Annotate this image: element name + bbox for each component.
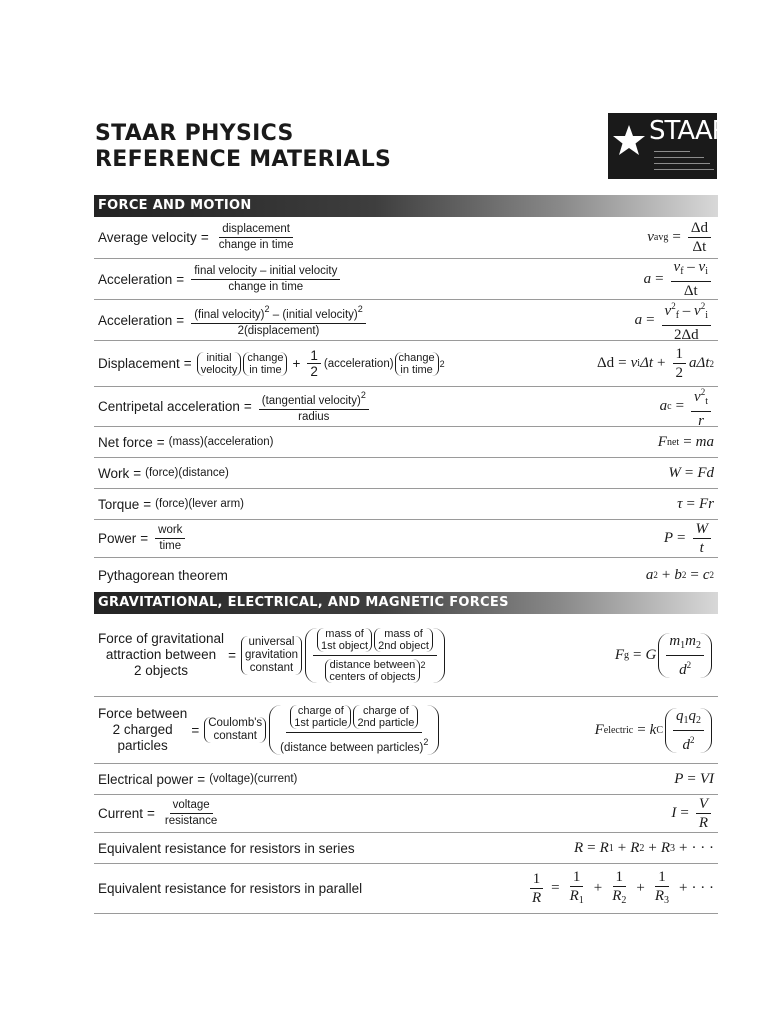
star-icon: [612, 123, 646, 157]
formula-row-average-velocity: Average velocity = displacement change in time v avg = $\frac{\Delta d}{\Delta t}$: [94, 217, 718, 259]
formula-row-acceleration-1: Acceleration = final velocity – initial velocity change in time a = $\frac{v_f - v_i}{\Delta t}$: [94, 259, 718, 300]
page-title: [95, 121, 391, 173]
title-line-1: STAAR PHYSICS: [95, 121, 294, 146]
formula-row-electric-force: Force between 2 charged particles = Coulomb's constant charge of 1st particlecharge of 2nd particle (distance between particles)$^2$ F electric = k C $q_1q_2$ $d^2$: [94, 697, 718, 764]
logo-word: STAAR: [649, 116, 729, 146]
formula-row-net-force: Net force = (mass)(acceleration) F net = ma: [94, 427, 718, 458]
title-line-2: REFERENCE MATERIALS: [95, 147, 392, 172]
formula-row-pythagorean: Pythagorean theorem a 2 + b 2 = c 2: [98, 566, 714, 583]
section-header-force-motion: FORCE AND MOTION: [94, 195, 718, 217]
formula-row-work: Work = (force)(distance) W = Fd: [94, 458, 718, 489]
formula-row-centripetal: Centripetal acceleration = (tangential velocity)$^2$ radius a c = $\frac{v^2_t}{r}$: [94, 387, 718, 427]
formula-row-power: Power = work time P = $\frac{W}{t}$: [94, 520, 718, 558]
formula-row-acceleration-2: Acceleration = (final velocity)$^2$ – (initial velocity)$^2$ 2(displacement) a = $\frac{v^2_f - v^2_i}{2\Delta d}$: [94, 300, 718, 341]
staar-logo: [608, 113, 729, 179]
formula-row-current: Current = voltage resistance I = $\frac{V}{R}$: [94, 795, 718, 833]
formula-row-displacement: Displacement = initial velocity change in time + $\frac{1}{2}$ (acceleration) change in time 2 Δd = v i Δt + $\frac{1}{2}$ aΔt 2: [94, 341, 718, 387]
formula-row-series-resistance: Equivalent resistance for resistors in series R = R 1 + R 2 + R 3 + · · ·: [94, 833, 718, 864]
formula-row-torque: Torque = (force)(lever arm) τ = Fr: [94, 489, 718, 520]
section-header-grav-elec-mag: GRAVITATIONAL, ELECTRICAL, AND MAGNETIC FORCES: [94, 592, 718, 614]
formula-row-parallel-resistance: Equivalent resistance for resistors in parallel $\frac{1}{R}$ = $\frac{1}{R_1}$ + $\frac{1}{R_2}$ + $\frac{1}{R_3}$ + · · ·: [94, 864, 718, 914]
formula-row-gravitational-force: Force of gravitational attraction between 2 objects = universal gravitation constant mass of 1st objectmass of 2nd object distance between centers of objects$^2$ F g = G $m_1m_2$ $d^2$: [94, 614, 718, 697]
formula-row-electrical-power: Electrical power = (voltage)(current) P = VI: [94, 764, 718, 795]
